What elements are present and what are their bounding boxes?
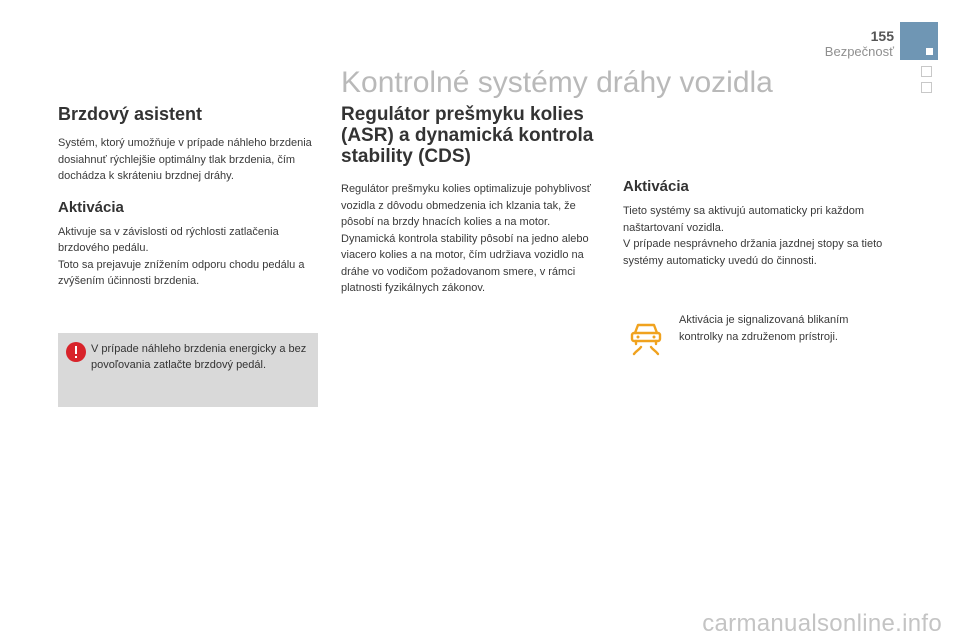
section-label: Bezpečnosť (824, 44, 894, 59)
section-tab[interactable] (921, 66, 932, 77)
brake-assist-activation-heading: Aktivácia (58, 198, 124, 216)
activation-heading: Aktivácia (623, 178, 689, 195)
activation-column (623, 178, 898, 269)
watermark: carmanualsonline.info (702, 610, 942, 637)
tab-dot (926, 48, 933, 55)
asr-cds-heading: Regulátor prešmyku kolies (ASR) a dynamická kontrola stability (CDS) (341, 104, 594, 167)
section-tab[interactable] (921, 82, 932, 93)
exclamation-circle-icon (66, 342, 86, 362)
brake-assist-intro: Systém, ktorý umožňuje v prípade náhleho brzdenia dosiahnuť rýchlejšie optimálny tlak brzdenia, čím dochádza k skráteniu brzdnej dráhy. (58, 137, 312, 182)
asr-text: Regulátor prešmyku kolies optimalizuje pohyblivosť vozidla z dôvodu obmedzenia ich klzania tak, že pôsobí na brzdy hnacích kolies a na motor. (341, 183, 591, 228)
activation-text: Tieto systémy sa aktivujú automaticky pri každom naštartovaní vozidla. (623, 205, 865, 234)
warning-text: V prípade náhleho brzdenia energicky a bez povoľovania zatlačte brzdový pedál. (91, 343, 307, 371)
asr-cds-column (341, 104, 603, 297)
cds-text: Dynamická kontrola stability pôsobí na jedno alebo viacero kolies a na motor, čím udržiava vozidlo na dráhe vo vodičom požadovanom smere, v rámci platnosti fyzikálnych zákonov. (341, 232, 589, 294)
activation-text: V prípade nesprávneho držania jazdnej stopy sa tieto systémy automaticky uvedú do činnosti. (623, 238, 883, 267)
brake-assist-activation-text: Aktivuje sa v závislosti od rýchlosti zatlačenia brzdového pedálu. (58, 225, 279, 254)
section-tab-active[interactable] (900, 22, 938, 60)
brake-assist-column (58, 104, 320, 290)
brake-assist-activation-text: Toto sa prejavuje znížením odporu chodu pedálu a zvýšením účinnosti brzdenia. (58, 258, 305, 287)
activation-note: Aktivácia je signalizovaná blikaním kontrolky na združenom prístroji. (679, 314, 849, 343)
page-title: Kontrolné systémy dráhy vozidla (341, 66, 773, 99)
warning-note (58, 333, 318, 407)
brake-assist-heading: Brzdový asistent (58, 104, 203, 124)
skidding-car-icon (628, 316, 664, 356)
page-number: 155 (870, 28, 894, 44)
